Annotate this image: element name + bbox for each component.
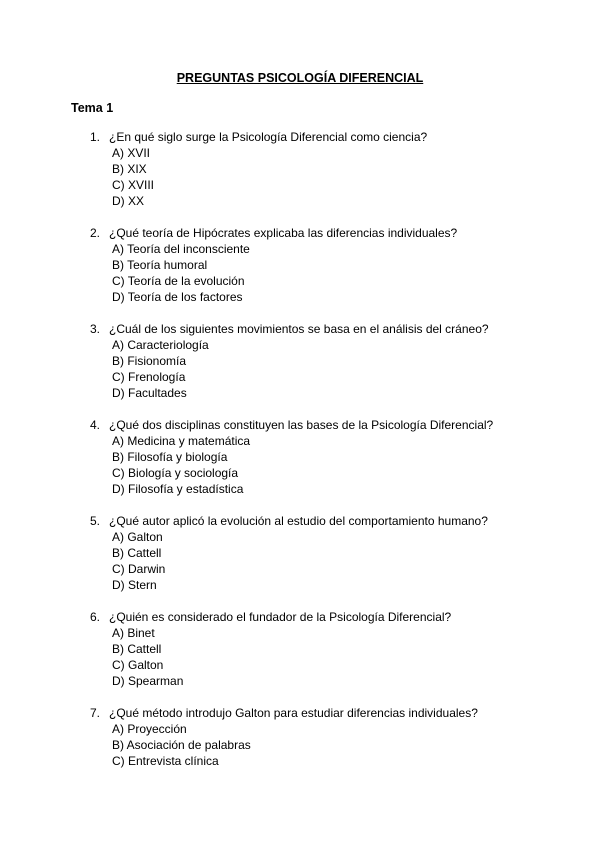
page-title: PREGUNTAS PSICOLOGÍA DIFERENCIAL bbox=[176, 71, 424, 85]
question-item bbox=[0, 609, 600, 689]
answer-option: D) Spearman bbox=[112, 674, 184, 688]
question-text: ¿Qué dos disciplinas constituyen las bases de la Psicología Diferencial? bbox=[109, 418, 494, 432]
question-text: ¿Qué teoría de Hipócrates explicaba las diferencias individuales? bbox=[109, 226, 458, 240]
answer-option: A) Galton bbox=[112, 530, 163, 544]
answer-option: B) Asociación de palabras bbox=[112, 738, 251, 752]
answer-option: D) Teoría de los factores bbox=[112, 290, 243, 304]
question-item bbox=[0, 129, 600, 209]
answer-option: B) Fisionomía bbox=[112, 354, 187, 368]
answer-option: C) Darwin bbox=[112, 562, 166, 576]
answer-option: D) Facultades bbox=[112, 386, 187, 400]
question-number: 6. bbox=[90, 610, 101, 624]
answer-option: C) Biología y sociología bbox=[112, 466, 239, 480]
answer-option: D) Filosofía y estadística bbox=[112, 482, 244, 496]
question-text: ¿Qué autor aplicó la evolución al estudio del comportamiento humano? bbox=[109, 514, 488, 528]
question-number: 7. bbox=[90, 706, 101, 720]
question-number: 3. bbox=[90, 322, 101, 336]
question-line bbox=[0, 705, 600, 721]
answer-option: C) Frenología bbox=[112, 370, 186, 384]
answer-option: B) XIX bbox=[112, 162, 147, 176]
question-line bbox=[0, 225, 600, 241]
question-text: ¿En qué siglo surge la Psicología Diferencial como ciencia? bbox=[109, 130, 428, 144]
question-list bbox=[0, 129, 600, 785]
answer-option: B) Teoría humoral bbox=[112, 258, 208, 272]
question-item bbox=[0, 513, 600, 593]
question-line bbox=[0, 513, 600, 529]
answer-option: A) XVII bbox=[112, 146, 151, 160]
question-item bbox=[0, 321, 600, 401]
section-heading: Tema 1 bbox=[71, 101, 114, 115]
question-item bbox=[0, 705, 600, 769]
question-item bbox=[0, 225, 600, 305]
question-number: 5. bbox=[90, 514, 101, 528]
answer-option: A) Caracteriología bbox=[112, 338, 209, 352]
question-number: 4. bbox=[90, 418, 101, 432]
answer-option: B) Cattell bbox=[112, 642, 162, 656]
answer-option: C) XVIII bbox=[112, 178, 155, 192]
answer-option: D) XX bbox=[112, 194, 145, 208]
question-text: ¿Qué método introdujo Galton para estudiar diferencias individuales? bbox=[109, 706, 478, 720]
answer-option: B) Filosofía y biología bbox=[112, 450, 228, 464]
answer-option: C) Entrevista clínica bbox=[112, 754, 219, 768]
answer-option: A) Teoría del inconsciente bbox=[112, 242, 250, 256]
question-text: ¿Quién es considerado el fundador de la Psicología Diferencial? bbox=[109, 610, 452, 624]
question-number: 1. bbox=[90, 130, 101, 144]
answer-option: D) Stern bbox=[112, 578, 157, 592]
answer-option: A) Binet bbox=[112, 626, 155, 640]
answer-option: C) Teoría de la evolución bbox=[112, 274, 245, 288]
question-line bbox=[0, 321, 600, 337]
question-number: 2. bbox=[90, 226, 101, 240]
question-line bbox=[0, 129, 600, 145]
question-item bbox=[0, 417, 600, 497]
answer-option: A) Proyección bbox=[112, 722, 187, 736]
answer-option: C) Galton bbox=[112, 658, 164, 672]
answer-option: B) Cattell bbox=[112, 546, 162, 560]
answer-option: A) Medicina y matemática bbox=[112, 434, 251, 448]
question-line bbox=[0, 609, 600, 625]
question-text: ¿Cuál de los siguientes movimientos se basa en el análisis del cráneo? bbox=[109, 322, 489, 336]
question-line bbox=[0, 417, 600, 433]
